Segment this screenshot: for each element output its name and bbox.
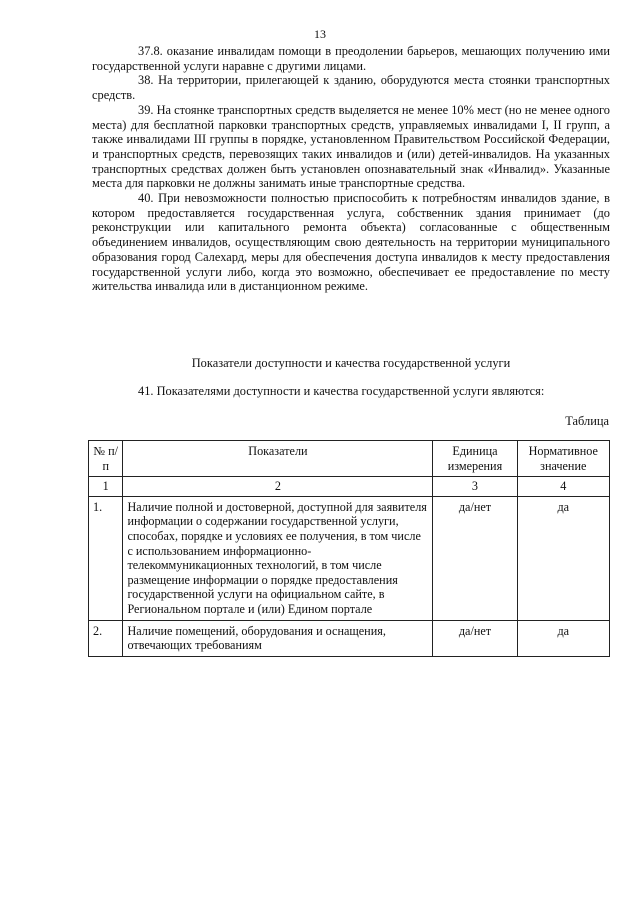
header-indicators: Показатели [123,441,433,477]
row-indicator: Наличие полной и достоверной, доступной для заявителя информации о содержании государственной услуги, способах, порядке и условиях ее получения, в том числе с использованием информационно-телекоммуникационных технологий, в том числе размещение информации о порядке предоставления государственной услуги на официальном сайте, в Региональном портале и (или) Едином портале [123,496,433,620]
row-number: 2. [89,620,123,656]
indicators-table [88,440,610,657]
index-cell: 1 [89,477,123,497]
row-number: 1. [89,496,123,620]
index-cell: 4 [517,477,609,497]
row-unit: да/нет [433,620,517,656]
row-value: да [517,496,609,620]
section-title: Показатели доступности и качества государственной услуги [191,356,511,370]
paragraph-41-block [92,384,610,399]
page-number: 13 [314,27,326,41]
index-cell: 3 [433,477,517,497]
row-value: да [517,620,609,656]
header-unit: Единица измерения [433,441,517,477]
table-index-row [89,477,610,497]
paragraph-40: 40. При невозможности полностью приспособить к потребностям инвалидов здание, в котором предоставляется государственная услуга, собственник здания принимает (до реконструкции или капитального ремонта объекта) согласованные с общественным объединением инвалидов, осуществляющим свою деятельность на территории муниципального образования город Салехард, меры для обеспечения доступа инвалидов к месту предоставления государственной услуги либо, когда это возможно, обеспечивает ее предоставление по месту жительства инвалида или в дистанционном режиме. [92,191,610,294]
table-header-row [89,441,610,477]
paragraph-39: 39. На стоянке транспортных средств выделяется не менее 10% мест (но не менее одного места) для бесплатной парковки транспортных средств, управляемых инвалидами I, II групп, а также инвалидами III группы в порядке, установленном Правительством Российской Федерации, и транспортных средств, перевозящих таких инвалидов и (или) детей-инвалидов. На указанных транспортных средствах должен быть установлен опознавательный знак «Инвалид». Указанные места для парковки не должны занимать иные транспортные средства. [92,102,610,191]
table-row [89,496,610,620]
paragraph-37-8: 37.8. оказание инвалидам помощи в преодолении барьеров, мешающих получению ими государственной услуги наравне с другими лицами. [92,44,610,73]
row-indicator: Наличие помещений, оборудования и оснащения, отвечающих требованиям [123,620,433,656]
body-text [92,44,610,294]
table-row [89,620,610,656]
paragraph-41: 41. Показателями доступности и качества государственной услуги являются: [138,384,545,398]
header-norm-value: Нормативное значение [517,441,609,477]
paragraph-38: 38. На территории, прилегающей к зданию, оборудуются места стоянки транспортных средств. [92,73,610,103]
header-number: № п/п [89,441,123,477]
index-cell: 2 [123,477,433,497]
table-caption: Таблица [565,414,609,428]
row-unit: да/нет [433,496,517,620]
